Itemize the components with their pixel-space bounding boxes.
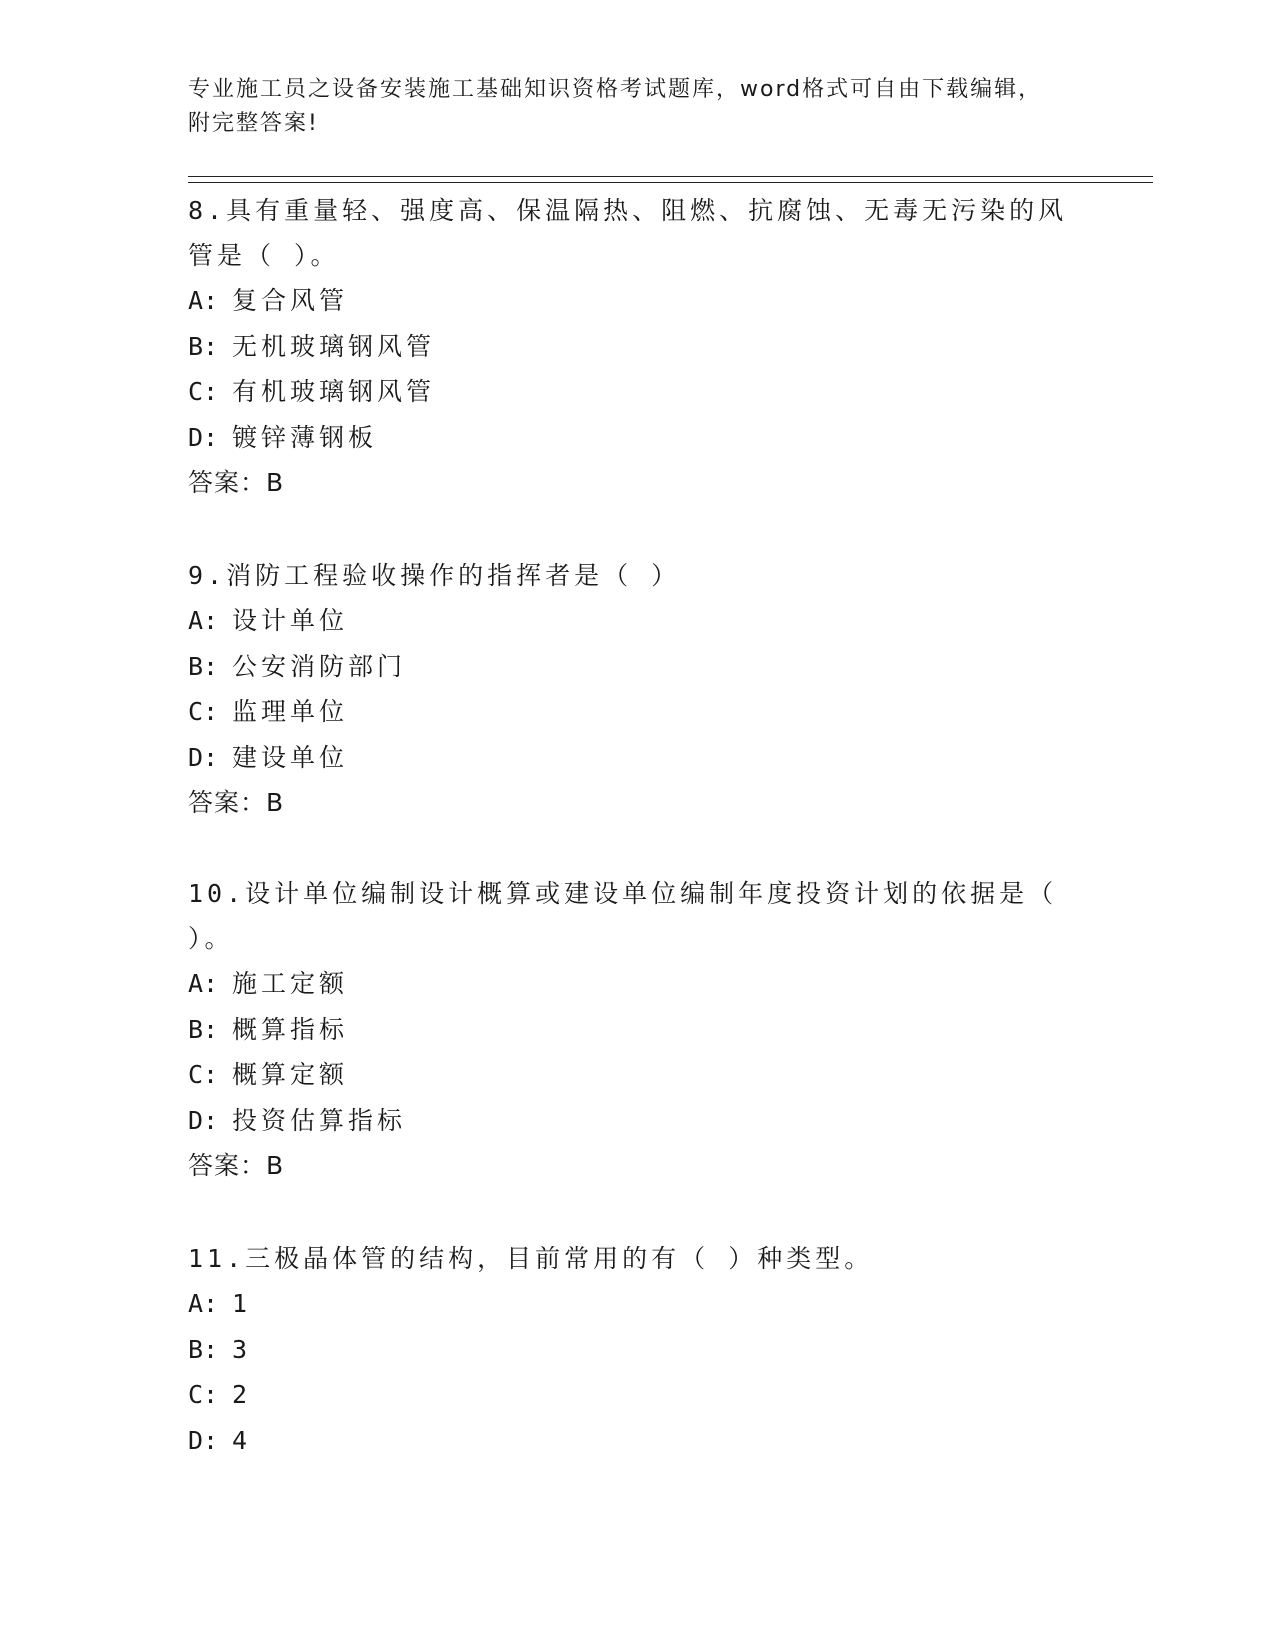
option-key: B: xyxy=(188,1334,219,1364)
option-d xyxy=(188,1098,1088,1144)
option-key: A: xyxy=(188,1289,219,1318)
question-stem xyxy=(188,871,1088,961)
option-key: D: xyxy=(188,1105,219,1135)
document-header xyxy=(188,73,1088,141)
option-a xyxy=(188,598,1088,644)
option-a xyxy=(188,961,1088,1007)
option-b xyxy=(188,1327,1088,1373)
option-key: C: xyxy=(188,697,219,726)
option-key: B: xyxy=(188,651,219,681)
option-key: C: xyxy=(188,1060,219,1089)
option-c xyxy=(188,689,1088,735)
answer-line: 答案：B xyxy=(188,1151,285,1180)
option-text: 设计单位 xyxy=(232,606,349,635)
option-key: A: xyxy=(188,286,219,315)
header-line: 附完整答案! xyxy=(188,111,319,136)
option-key: D: xyxy=(188,742,219,772)
option-key: C: xyxy=(188,1380,219,1409)
option-text: 概算定额 xyxy=(232,1060,349,1089)
option-key: A: xyxy=(188,606,219,635)
option-key: D: xyxy=(188,1425,219,1455)
option-text: 4 xyxy=(232,1425,252,1455)
option-b xyxy=(188,1007,1088,1053)
option-text: 复合风管 xyxy=(232,286,349,315)
option-text: 概算指标 xyxy=(232,1014,349,1044)
question-stem-line: 10.设计单位编制设计概算或建设单位编制年度投资计划的依据是（ xyxy=(188,879,1058,908)
header-line: 专业施工员之设备安装施工基础知识资格考试题库，word格式可自由下载编辑， xyxy=(188,77,1043,102)
question-block xyxy=(188,553,1088,825)
option-text: 2 xyxy=(232,1380,252,1409)
option-text: 有机玻璃钢风管 xyxy=(232,377,436,406)
option-c xyxy=(188,1372,1088,1418)
option-text: 施工定额 xyxy=(232,969,349,998)
option-d xyxy=(188,415,1088,461)
option-text: 无机玻璃钢风管 xyxy=(232,331,436,361)
answer-line: 答案：B xyxy=(188,788,285,817)
option-key: D: xyxy=(188,422,219,452)
option-key: A: xyxy=(188,969,219,998)
option-b xyxy=(188,644,1088,690)
option-text: 投资估算指标 xyxy=(232,1105,407,1135)
question-stem-line: 9.消防工程验收操作的指挥者是（ ） xyxy=(188,561,681,590)
header-divider xyxy=(188,176,1153,177)
option-text: 3 xyxy=(232,1334,252,1364)
option-key: B: xyxy=(188,1014,219,1044)
option-c xyxy=(188,369,1088,415)
option-c xyxy=(188,1052,1088,1098)
option-text: 1 xyxy=(232,1289,252,1318)
option-key: B: xyxy=(188,331,219,361)
option-text: 建设单位 xyxy=(232,742,349,772)
option-text: 镀锌薄钢板 xyxy=(232,422,378,452)
question-stem xyxy=(188,553,1088,598)
option-a xyxy=(188,1281,1088,1327)
question-stem-line: 11.三极晶体管的结构，目前常用的有（ ）种类型。 xyxy=(188,1244,874,1273)
header-divider xyxy=(188,182,1153,183)
option-a xyxy=(188,278,1088,324)
question-block xyxy=(188,1236,1088,1463)
question-block xyxy=(188,871,1088,1188)
question-stem-line: 管是（ ）。 xyxy=(188,241,340,270)
option-text: 公安消防部门 xyxy=(232,651,407,681)
question-stem-line: 8.具有重量轻、强度高、保温隔热、阻燃、抗腐蚀、无毒无污染的风 xyxy=(188,196,1068,225)
option-key: C: xyxy=(188,377,219,406)
option-b xyxy=(188,324,1088,370)
option-text: 监理单位 xyxy=(232,697,349,726)
question-stem-line: ）。 xyxy=(188,924,234,953)
question-stem xyxy=(188,188,1088,278)
question-stem xyxy=(188,1236,1088,1281)
question-block xyxy=(188,188,1088,505)
option-d xyxy=(188,735,1088,781)
answer-line: 答案：B xyxy=(188,468,285,497)
option-d xyxy=(188,1418,1088,1464)
